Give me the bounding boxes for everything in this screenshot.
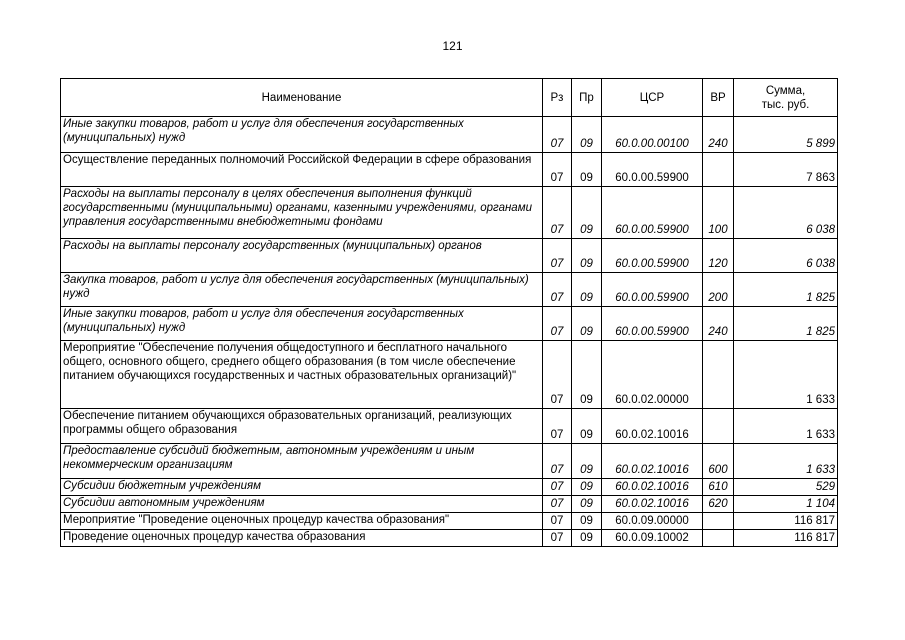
row-pr-cell: 09 [572,239,602,273]
row-sum-cell: 1 633 [734,341,838,409]
table-row [61,153,838,187]
row-rz-cell: 07 [543,341,572,409]
row-rz-cell: 07 [543,273,572,307]
row-sum-cell: 1 825 [734,273,838,307]
row-pr-cell: 09 [572,530,602,547]
row-name-cell: Предоставление субсидий бюджетным, автономным учреждениям и иным некоммерческим организациям [61,444,543,479]
row-name-cell: Осуществление переданных полномочий Российской Федерации в сфере образования [61,153,543,187]
row-pr-cell: 09 [572,153,602,187]
row-csr-cell: 60.0.09.10002 [602,530,703,547]
row-pr-cell: 09 [572,341,602,409]
table-row [61,409,838,444]
row-pr-cell: 09 [572,187,602,239]
page-number: 121 [442,39,463,53]
row-vr-cell [703,530,734,547]
row-name-cell: Расходы на выплаты персоналу в целях обеспечения выполнения функций государственными (муниципальными) органами, казенными учреждениями, органами управления государственными внебюджетными фондами [61,187,543,239]
row-rz-cell: 07 [543,444,572,479]
row-rz-cell: 07 [543,117,572,153]
table-body [61,117,838,547]
row-vr-cell: 610 [703,479,734,496]
row-name-cell: Закупка товаров, работ и услуг для обеспечения государственных (муниципальных) нужд [61,273,543,307]
row-csr-cell: 60.0.00.59900 [602,187,703,239]
row-vr-cell: 620 [703,496,734,513]
row-sum-cell: 1 104 [734,496,838,513]
row-name-cell: Мероприятие "Обеспечение получения общедоступного и бесплатного начального общего, основного общего, среднего общего образования (в том числе обеспечение питанием обучающихся государственных и частных образовательных организаций)" [61,341,543,409]
row-csr-cell: 60.0.00.59900 [602,239,703,273]
row-sum-cell: 6 038 [734,187,838,239]
header-vr: ВР [703,79,734,117]
row-pr-cell: 09 [572,117,602,153]
row-csr-cell: 60.0.00.00100 [602,117,703,153]
row-csr-cell: 60.0.02.10016 [602,479,703,496]
row-sum-cell: 116 817 [734,513,838,530]
row-name-cell: Иные закупки товаров, работ и услуг для обеспечения государственных (муниципальных) нужд [61,307,543,341]
row-vr-cell [703,153,734,187]
row-vr-cell: 600 [703,444,734,479]
table-row [61,117,838,153]
row-csr-cell: 60.0.02.10016 [602,409,703,444]
row-csr-cell: 60.0.02.00000 [602,341,703,409]
row-vr-cell: 240 [703,307,734,341]
row-rz-cell: 07 [543,479,572,496]
row-csr-cell: 60.0.00.59900 [602,307,703,341]
row-csr-cell: 60.0.02.10016 [602,496,703,513]
row-name-cell: Обеспечение питанием обучающихся образовательных организаций, реализующих программы общего образования [61,409,543,444]
row-name-cell: Расходы на выплаты персоналу государственных (муниципальных) органов [61,239,543,273]
row-pr-cell: 09 [572,444,602,479]
row-rz-cell: 07 [543,153,572,187]
row-name-cell: Проведение оценочных процедур качества образования [61,530,543,547]
row-name-cell: Субсидии автономным учреждениям [61,496,543,513]
table-row [61,307,838,341]
row-vr-cell [703,513,734,530]
row-rz-cell: 07 [543,187,572,239]
row-rz-cell: 07 [543,239,572,273]
table-row [61,341,838,409]
row-rz-cell: 07 [543,530,572,547]
row-vr-cell [703,409,734,444]
table-header-row [61,79,838,117]
header-sum-line1: Сумма, [765,84,806,97]
row-name-cell: Мероприятие "Проведение оценочных процедур качества образования" [61,513,543,530]
row-sum-cell: 1 633 [734,409,838,444]
table-row [61,513,838,530]
row-csr-cell: 60.0.00.59900 [602,153,703,187]
row-sum-cell: 116 817 [734,530,838,547]
row-name-cell: Иные закупки товаров, работ и услуг для обеспечения государственных (муниципальных) нужд [61,117,543,153]
header-sum-line2: тыс. руб. [761,98,810,111]
row-sum-cell: 529 [734,479,838,496]
header-name: Наименование [61,79,543,117]
row-sum-cell: 5 899 [734,117,838,153]
table-row [61,479,838,496]
row-csr-cell: 60.0.09.00000 [602,513,703,530]
row-pr-cell: 09 [572,273,602,307]
budget-table [60,78,838,547]
row-sum-cell: 6 038 [734,239,838,273]
header-pr: Пр [572,79,602,117]
row-pr-cell: 09 [572,479,602,496]
row-vr-cell: 100 [703,187,734,239]
table-row [61,273,838,307]
row-rz-cell: 07 [543,496,572,513]
row-vr-cell [703,341,734,409]
row-vr-cell: 120 [703,239,734,273]
header-rz: Рз [543,79,572,117]
row-pr-cell: 09 [572,409,602,444]
row-vr-cell: 200 [703,273,734,307]
row-csr-cell: 60.0.02.10016 [602,444,703,479]
row-name-cell: Субсидии бюджетным учреждениям [61,479,543,496]
row-sum-cell: 1 825 [734,307,838,341]
row-pr-cell: 09 [572,513,602,530]
table-row [61,496,838,513]
row-pr-cell: 09 [572,307,602,341]
row-rz-cell: 07 [543,513,572,530]
row-rz-cell: 07 [543,409,572,444]
header-sum [734,79,838,117]
row-vr-cell: 240 [703,117,734,153]
table-row [61,444,838,479]
table-row [61,187,838,239]
row-rz-cell: 07 [543,307,572,341]
table-row [61,239,838,273]
row-sum-cell: 7 863 [734,153,838,187]
row-sum-cell: 1 633 [734,444,838,479]
header-csr: ЦСР [602,79,703,117]
row-csr-cell: 60.0.00.59900 [602,273,703,307]
table-row [61,530,838,547]
row-pr-cell: 09 [572,496,602,513]
